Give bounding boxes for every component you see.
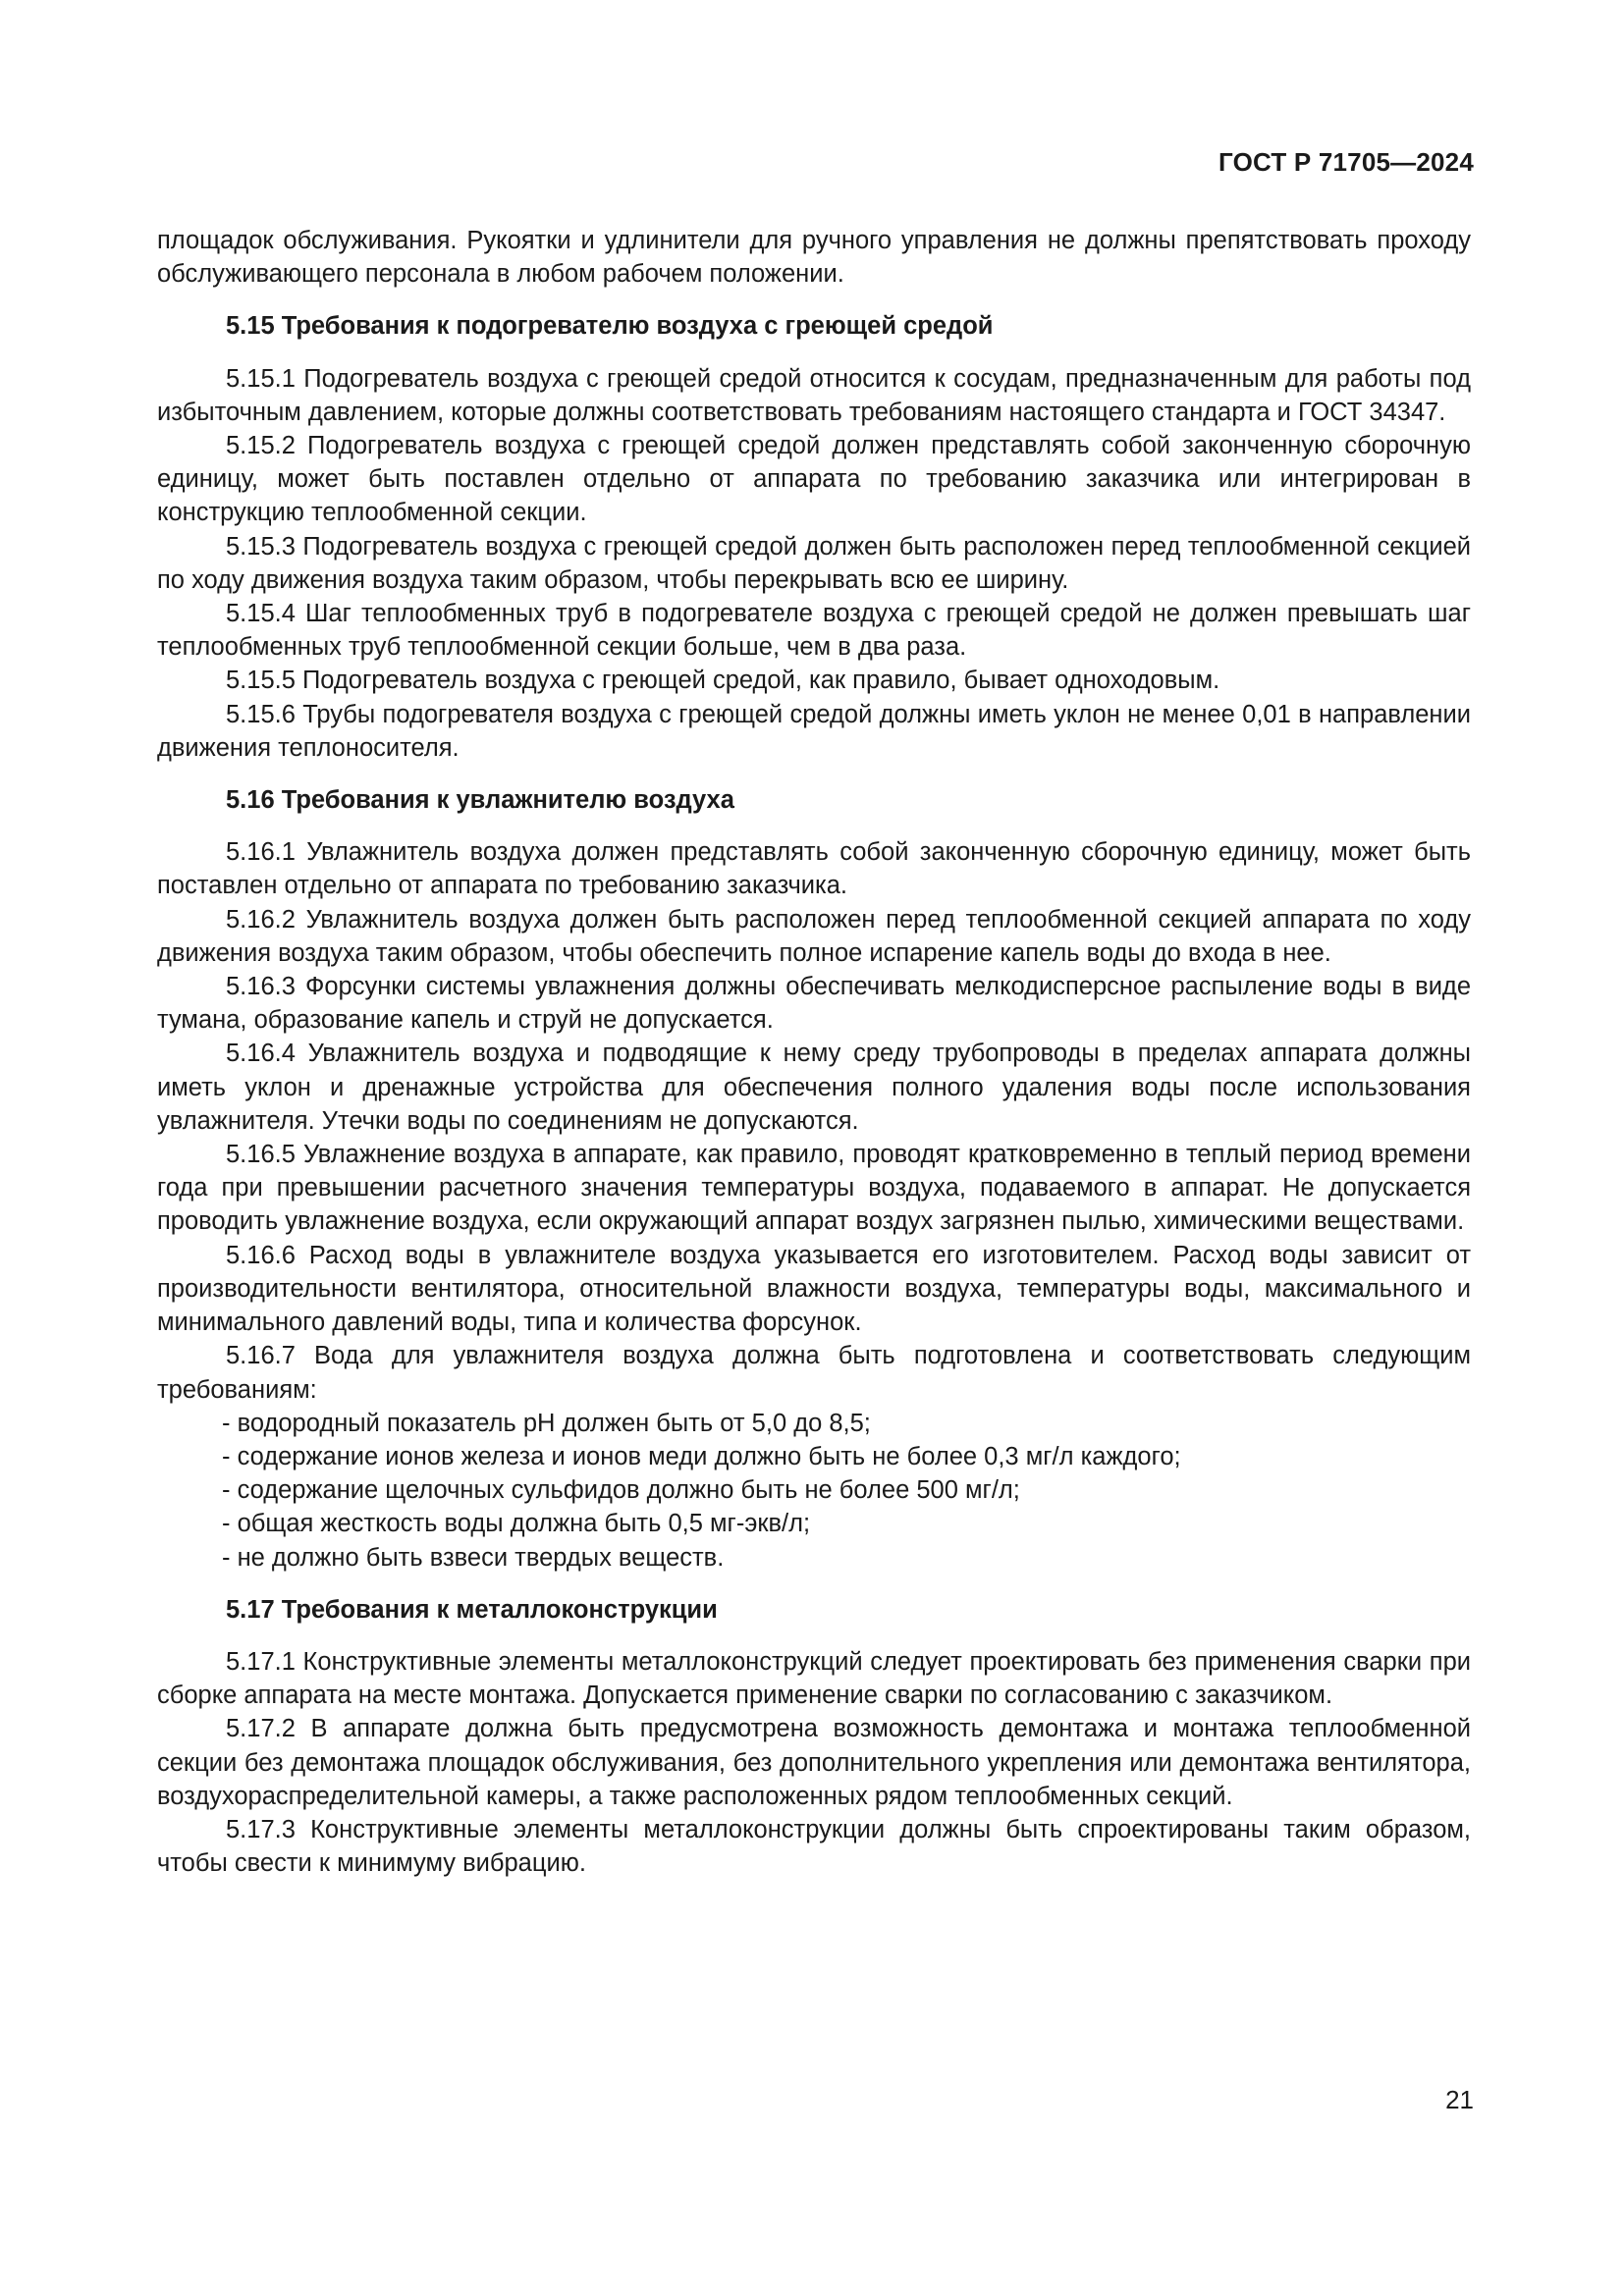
section-heading-5-17: 5.17 Требования к металлоконструкции [226,1595,718,1624]
clause-5-17-2: 5.17.2 В аппарате должна быть предусмотрена возможность демонтажа и монтажа теплообменной секции без демонтажа площадок обслуживания, без дополнительного укрепления или демонтажа вентилятора, воздухораспределительной камеры, а также расположенных рядом теплообменных секций. [157,1715,1471,1810]
clause-5-16-4: 5.16.4 Увлажнитель воздуха и подводящие к нему среду трубопроводы в пределах аппарата должны иметь уклон и дренажные устройства для обеспечения полного удаления воды после использования увлажнителя. Утечки воды по соединениям не допускаются. [157,1040,1471,1135]
clause-5-15-2: 5.15.2 Подогреватель воздуха с греющей средой должен представлять собой законченную сборочную единицу, может быть поставлен отдельно от аппарата по требованию заказчика или интегрирован в конструкцию теплообменной секции. [157,432,1471,527]
clause-5-15-5: 5.15.5 Подогреватель воздуха с греющей средой, как правило, бывает одноходовым. [226,667,1220,695]
clause-5-16-3: 5.16.3 Форсунки системы увлажнения должны обеспечивать мелкодисперсное распыление воды в виде тумана, образование капель и струй не допускается. [157,973,1471,1035]
clause-5-17-3: 5.17.3 Конструктивные элементы металлоконструкции должны быть спроектированы таким образом, чтобы свести к минимуму вибрацию. [157,1815,1471,1878]
list-item: - водородный показатель pH должен быть от 5,0 до 8,5; [222,1409,871,1437]
intro-paragraph: площадок обслуживания. Рукоятки и удлинители для ручного управления не должны препятствовать проходу обслуживающего персонала в любом рабочем положении. [157,227,1471,289]
list-item: - общая жесткость воды должна быть 0,5 мг-экв/л; [222,1510,811,1538]
page-content [157,224,1471,1880]
clause-5-16-6: 5.16.6 Расход воды в увлажнителе воздуха указывается его изготовителем. Расход воды зависит от производительности вентилятора, относительной влажности воздуха, температуры воды, максимального и минимального давлений воды, типа и количества форсунок. [157,1241,1471,1337]
clause-5-17-1: 5.17.1 Конструктивные элементы металлоконструкций следует проектировать без применения сварки при сборке аппарата на месте монтажа. Допускается применение сварки по согласованию с заказчиком. [157,1647,1471,1710]
document-code-header: ГОСТ Р 71705—2024 [1218,147,1474,177]
clause-5-16-5: 5.16.5 Увлажнение воздуха в аппарате, как правило, проводят кратковременно в теплый период времени года при превышении расчетного значения температуры воздуха, подаваемого в аппарат. Не допускается проводить увлажнение воздуха, если окружающий аппарат воздух загрязнен пылью, химическими веществами. [157,1141,1471,1236]
page-number: 21 [1445,2085,1474,2114]
water-requirements-list [157,1407,1471,1575]
clause-5-15-1: 5.15.1 Подогреватель воздуха с греющей средой относится к сосудам, предназначенным для работы под избыточным давлением, которые должны соответствовать требованиям настоящего стандарта и ГОСТ 34347. [157,364,1471,426]
section-heading-5-16: 5.16 Требования к увлажнителю воздуха [226,786,734,815]
list-item: - не должно быть взвеси твердых веществ. [222,1543,725,1572]
list-item: - содержание щелочных сульфидов должно быть не более 500 мг/л; [222,1476,1020,1505]
clause-5-15-4: 5.15.4 Шаг теплообменных труб в подогревателе воздуха с греющей средой не должен превышать шаг теплообменных труб теплообменной секции больше, чем в два раза. [157,600,1471,662]
clause-5-16-1: 5.16.1 Увлажнитель воздуха должен представлять собой законченную сборочную единицу, может быть поставлен отдельно от аппарата по требованию заказчика. [157,838,1471,900]
clause-5-16-7: 5.16.7 Вода для увлажнителя воздуха должна быть подготовлена и соответствовать следующим требованиям: [157,1342,1471,1404]
section-heading-5-15: 5.15 Требования к подогревателю воздуха с греющей средой [226,312,994,341]
clause-5-16-2: 5.16.2 Увлажнитель воздуха должен быть расположен перед теплообменной секцией аппарата по ходу движения воздуха таким образом, чтобы обеспечить полное испарение капель воды до входа в нее. [157,905,1471,967]
clause-5-15-3: 5.15.3 Подогреватель воздуха с греющей средой должен быть расположен перед теплообменной секцией по ходу движения воздуха таким образом, чтобы перекрывать всю ее ширину. [157,532,1471,594]
list-item: - содержание ионов железа и ионов меди должно быть не более 0,3 мг/л каждого; [222,1442,1181,1470]
clause-5-15-6: 5.15.6 Трубы подогревателя воздуха с греющей средой должны иметь уклон не менее 0,01 в направлении движения теплоносителя. [157,700,1471,762]
